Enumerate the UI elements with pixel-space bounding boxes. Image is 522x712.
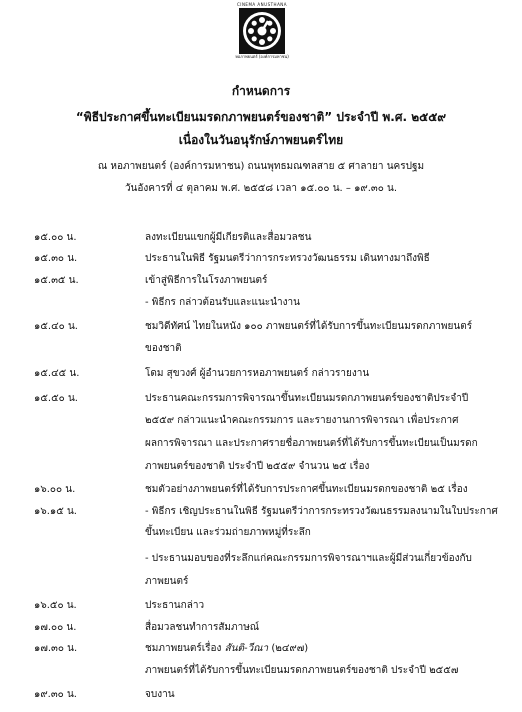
logo-top-text: CINEMA ANUSTHANA bbox=[236, 2, 288, 7]
schedule-item bbox=[0, 551, 522, 569]
schedule-item bbox=[0, 251, 522, 269]
schedule-item bbox=[0, 366, 522, 384]
schedule-desc: จบงาน bbox=[145, 689, 175, 700]
schedule-item-continued bbox=[0, 459, 522, 477]
schedule-desc: ผลการพิจารณา และประกาศรายชื่อภาพยนตร์ที่ได้รับการขึ้นทะเบียนเป็นมรดก bbox=[145, 438, 478, 449]
schedule-time: ๑๕.๓๐ น. bbox=[34, 253, 78, 264]
schedule-item-continued bbox=[0, 574, 522, 592]
schedule-time: ๑๖.๕๐ น. bbox=[34, 600, 77, 611]
schedule-time: ๑๗.๐๐ น. bbox=[34, 622, 77, 633]
ceremony-title: “พิธีประกาศขึ้นทะเบียนมรดกภาพยนตร์ของชาติ” ประจำปี พ.ศ. ๒๕๕๙ bbox=[75, 110, 447, 124]
location-line: ณ หอภาพยนตร์ (องค์การมหาชน) ถนนพุทธมณฑลสาย ๕ ศาลายา นครปฐม bbox=[97, 161, 425, 172]
schedule-item-continued bbox=[0, 413, 522, 431]
schedule-desc: ภาพยนตร์ของชาติ ประจำปี ๒๕๕๙ จำนวน ๒๕ เรื่อง bbox=[145, 461, 370, 472]
datetime-line: วันอังคารที่ ๔ ตุลาคม พ.ศ. ๒๕๕๘ เวลา ๑๕.๐๐ น. – ๑๙.๓๐ น. bbox=[124, 183, 398, 194]
schedule-desc: โดม สุขวงศ์ ผู้อำนวยการหอภาพยนตร์ กล่าวรายงาน bbox=[145, 368, 370, 379]
schedule-desc: ชมตัวอย่างภาพยนตร์ที่ได้รับการประกาศขึ้นทะเบียนมรดกของชาติ ๒๕ เรื่อง bbox=[145, 484, 468, 495]
schedule-item bbox=[0, 504, 522, 522]
schedule-item-continued bbox=[0, 341, 522, 359]
schedule-time: ๑๖.๐๐ น. bbox=[34, 484, 76, 495]
schedule-item bbox=[0, 663, 522, 681]
schedule-desc: ประธานกล่าว bbox=[145, 600, 205, 611]
document-title: กำหนดการ bbox=[231, 84, 291, 98]
occasion-line: เนื่องในวันอนุรักษ์ภาพยนตร์ไทย bbox=[178, 133, 344, 147]
schedule-item bbox=[0, 598, 522, 616]
schedule-item bbox=[0, 319, 522, 337]
schedule-time: ๑๙.๓๐ น. bbox=[34, 689, 77, 700]
film-year: (๒๔๙๗) bbox=[268, 643, 309, 654]
schedule-desc: ลงทะเบียนแขกผู้มีเกียรติและสื่อมวลชน bbox=[145, 232, 312, 243]
schedule-item bbox=[0, 641, 522, 659]
schedule-item-continued bbox=[0, 525, 522, 543]
schedule-time: ๑๕.๔๕ น. bbox=[34, 368, 80, 379]
schedule-desc: ภาพยนตร์ที่ได้รับการขึ้นทะเบียนมรดกภาพยนตร์ของชาติ ประจำปี ๒๕๕๗ bbox=[145, 665, 459, 676]
film-prefix: ชมภาพยนตร์เรื่อง bbox=[145, 643, 225, 654]
logo-bottom-text: หอภาพยนตร์ (องค์การมหาชน) bbox=[235, 54, 289, 59]
schedule-time: ๑๕.๓๕ น. bbox=[34, 275, 79, 286]
schedule-item bbox=[0, 687, 522, 705]
schedule-desc: ประธานในพิธี รัฐมนตรีว่าการกระทรวงวัฒนธรรม เดินทางมาถึงพิธี bbox=[145, 253, 430, 264]
schedule-item bbox=[0, 482, 522, 500]
schedule-item bbox=[0, 273, 522, 291]
film-title: สันติ-วีณา bbox=[224, 643, 269, 654]
schedule-time: ๑๖.๑๕ น. bbox=[34, 506, 77, 517]
schedule-time: ๑๕.๐๐ น. bbox=[34, 232, 77, 243]
schedule-time: ๑๕.๕๐ น. bbox=[34, 393, 78, 404]
schedule-item bbox=[0, 295, 522, 313]
schedule-desc: ภาพยนตร์ bbox=[145, 576, 189, 587]
schedule-time: ๑๕.๔๐ น. bbox=[34, 321, 78, 332]
schedule-desc: ของชาติ bbox=[145, 343, 182, 354]
schedule-desc bbox=[145, 641, 308, 657]
schedule-item-continued bbox=[0, 436, 522, 454]
schedule-item bbox=[0, 620, 522, 638]
schedule-desc: ขึ้นทะเบียน และร่วมถ่ายภาพหมู่ที่ระลึก bbox=[145, 527, 311, 538]
schedule-desc: เข้าสู่พิธีการในโรงภาพยนตร์ bbox=[145, 275, 268, 286]
schedule-item bbox=[0, 391, 522, 409]
schedule-desc: ประธานคณะกรรมการพิจารณาขึ้นทะเบียนมรดกภาพยนตร์ของชาติประจำปี bbox=[145, 393, 469, 404]
schedule-desc: ๒๕๕๙ กล่าวแนะนำคณะกรรมการ และรายงานการพิจารณา เพื่อประกาศ bbox=[145, 415, 459, 426]
schedule-desc: ชมวิดีทัศน์ ไทยในหนัง ๑๐๐ ภาพยนตร์ที่ได้รับการขึ้นทะเบียนมรดกภาพยนตร์ bbox=[145, 321, 473, 332]
schedule-desc: - ประธานมอบของที่ระลึกแก่คณะกรรมการพิจารณาฯและผู้มีส่วนเกี่ยวข้องกับ bbox=[145, 553, 472, 564]
schedule-desc: - พิธีกร เชิญประธานในพิธี รัฐมนตรีว่าการกระทรวงวัฒนธรรมลงนามในใบประกาศ bbox=[145, 506, 498, 517]
schedule-desc: - พิธีกร กล่าวต้อนรับและแนะนำงาน bbox=[145, 297, 300, 308]
schedule-item bbox=[0, 230, 522, 248]
schedule-time: ๑๗.๓๐ น. bbox=[34, 643, 78, 654]
schedule-desc: สื่อมวลชนทำการสัมภาษณ์ bbox=[145, 622, 260, 633]
